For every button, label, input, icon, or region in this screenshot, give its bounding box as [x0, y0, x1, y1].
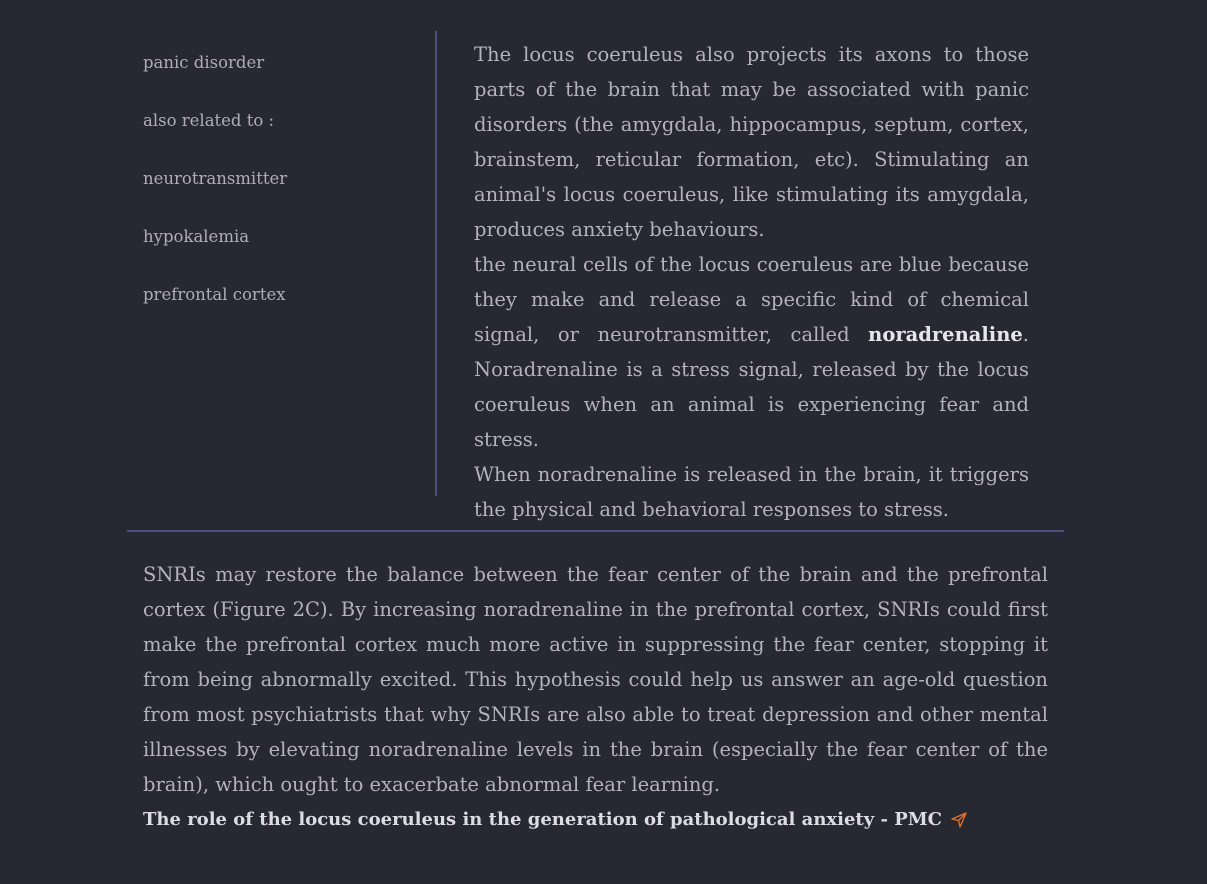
paragraph-text: the neural cells of the locus coeruleus are blue because they make and release a specific kind of chemical signal, or neurotransmitter, called [474, 253, 1029, 346]
paragraph-stress-response: When noradrenaline is released in the brain, it triggers the physical and behavioral responses to stress. [474, 463, 1029, 521]
sidebar-item-neurotransmitter[interactable]: neurotransmitter [143, 169, 288, 188]
paragraph-snris: SNRIs may restore the balance between the fear center of the brain and the prefrontal cortex (Figure 2C). By increasing noradrenaline in the prefrontal cortex, SNRIs could first make the prefrontal cortex much more active in suppressing the fear center, stopping it from being abnormally excited. This hypothesis could help us answer an age-old question from most psychiatrists that why SNRIs are also able to treat depression and other mental illnesses by elevating noradrenaline levels in the brain (especially the fear center of the brain), which ought to exacerbate abnormal fear learning. [143, 563, 1048, 796]
sidebar-item-panic-disorder[interactable]: panic disorder [143, 53, 265, 72]
source-link[interactable] [143, 802, 968, 837]
noradrenaline-term: noradrenaline [868, 323, 1023, 346]
section-divider [127, 530, 1064, 532]
main-content-column [474, 37, 1029, 527]
paragraph-text: . Noradrenaline is a stress signal, released by the locus coeruleus when an animal is experiencing fear and stress. [474, 323, 1029, 451]
sidebar-item-hypokalemia[interactable]: hypokalemia [143, 227, 250, 246]
related-links-sidebar [143, 52, 423, 342]
column-divider [435, 31, 437, 496]
paragraph-neural-cells [474, 247, 1029, 457]
sidebar-heading-also-related: also related to : [143, 111, 275, 130]
sidebar-item-prefrontal-cortex[interactable]: prefrontal cortex [143, 285, 286, 304]
note-lower-section [143, 557, 1048, 837]
external-arrow-icon [950, 811, 968, 829]
source-link-label: The role of the locus coeruleus in the generation of pathological anxiety - PMC [143, 809, 942, 830]
paragraph-locus-coeruleus-projections: The locus coeruleus also projects its axons to those parts of the brain that may be associated with panic disorders (the amygdala, hippocampus, septum, cortex, brainstem, reticular formation, etc). Stimulating an animal's locus coeruleus, like stimulating its amygdala, produces anxiety behaviours. [474, 43, 1029, 241]
